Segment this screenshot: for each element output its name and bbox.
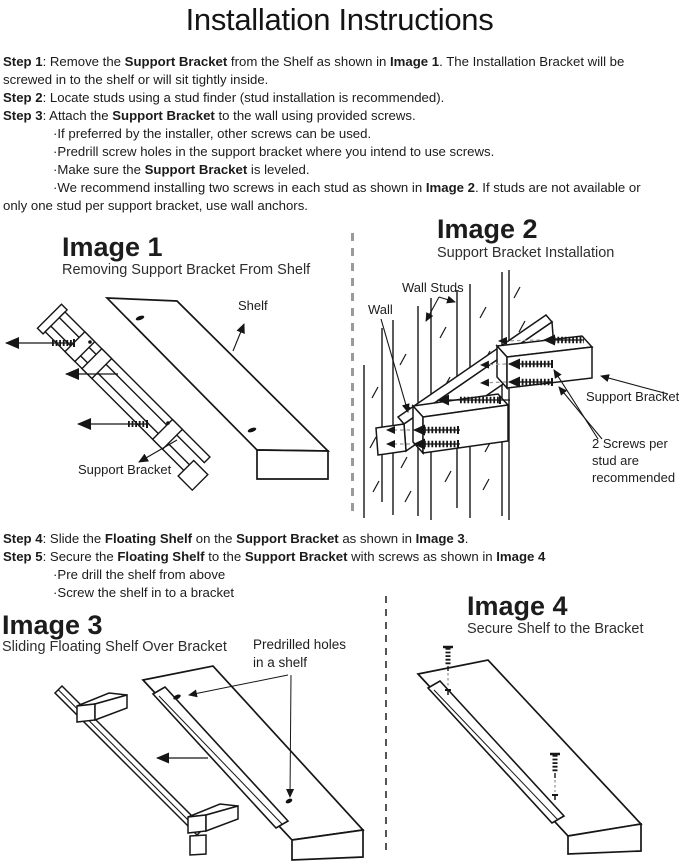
shelf-label: Shelf: [238, 298, 268, 313]
support-bracket-label: Support Bracket: [586, 389, 679, 404]
screws-note-line1: 2 Screws per: [592, 436, 668, 451]
figure2-subtitle: Support Bracket Installation: [437, 245, 615, 261]
image3-diagram: [0, 630, 385, 862]
step-line: Step 4: Slide the Floating Shelf on the Support Bracket as shown in Image 3.: [3, 531, 469, 546]
step-line: Step 3: Attach the Support Bracket to the wall using provided screws.: [3, 108, 416, 123]
step-line: Step 1: Remove the Support Bracket from the Shelf as shown in Image 1. The Installation Bracket will be screwed in to the shelf or will sit tightly inside.: [3, 54, 625, 87]
step-line: Step 5: Secure the Floating Shelf to the Support Bracket with screws as shown in Image 4: [3, 549, 546, 564]
step-line: Step 2: Locate studs using a stud finder (stud installation is recommended).: [3, 90, 445, 105]
step-line: ·Screw the shelf in to a bracket: [53, 585, 235, 600]
step-line: ·We recommend installing two screws in each stud as shown in Image 2. If studs are not available or only one stud per support bracket, use wall anchors.: [3, 180, 641, 213]
figure1-subtitle: Removing Support Bracket From Shelf: [62, 262, 311, 278]
predrilled-holes-label-line2: in a shelf: [253, 655, 308, 670]
screws-note-line3: recommended: [592, 470, 676, 485]
step-line: ·If preferred by the installer, other screws can be used.: [53, 126, 372, 141]
step-line: ·Predrill screw holes in the support bracket where you intend to use screws.: [53, 144, 495, 159]
figure-divider-bottom: [385, 596, 387, 853]
support-bracket-label: Support Bracket: [78, 462, 172, 477]
figure4-subtitle: Secure Shelf to the Bracket: [467, 621, 644, 637]
figure3-subtitle: Sliding Floating Shelf Over Bracket: [2, 639, 227, 655]
step-line: ·Pre drill the shelf from above: [53, 567, 226, 582]
wall-studs-label: Wall Studs: [402, 280, 464, 295]
image4-diagram: [390, 630, 679, 862]
image1-diagram: [0, 283, 350, 520]
wall-label: Wall: [368, 302, 393, 317]
predrilled-holes-label-line1: Predrilled holes: [253, 637, 347, 652]
screws-note-line2: stud are: [592, 453, 639, 468]
page-title: Installation Instructions: [185, 2, 494, 37]
figure4-heading: Image 4: [467, 591, 568, 621]
image2-diagram: [360, 270, 679, 520]
step-line: ·Make sure the Support Bracket is leveled.: [53, 162, 310, 177]
figure3-heading: Image 3: [2, 610, 103, 640]
figure2-heading: Image 2: [437, 214, 538, 244]
figure1-heading: Image 1: [62, 232, 163, 262]
figure-divider-top: [351, 233, 354, 514]
instructions-steps-1: [3, 53, 653, 215]
